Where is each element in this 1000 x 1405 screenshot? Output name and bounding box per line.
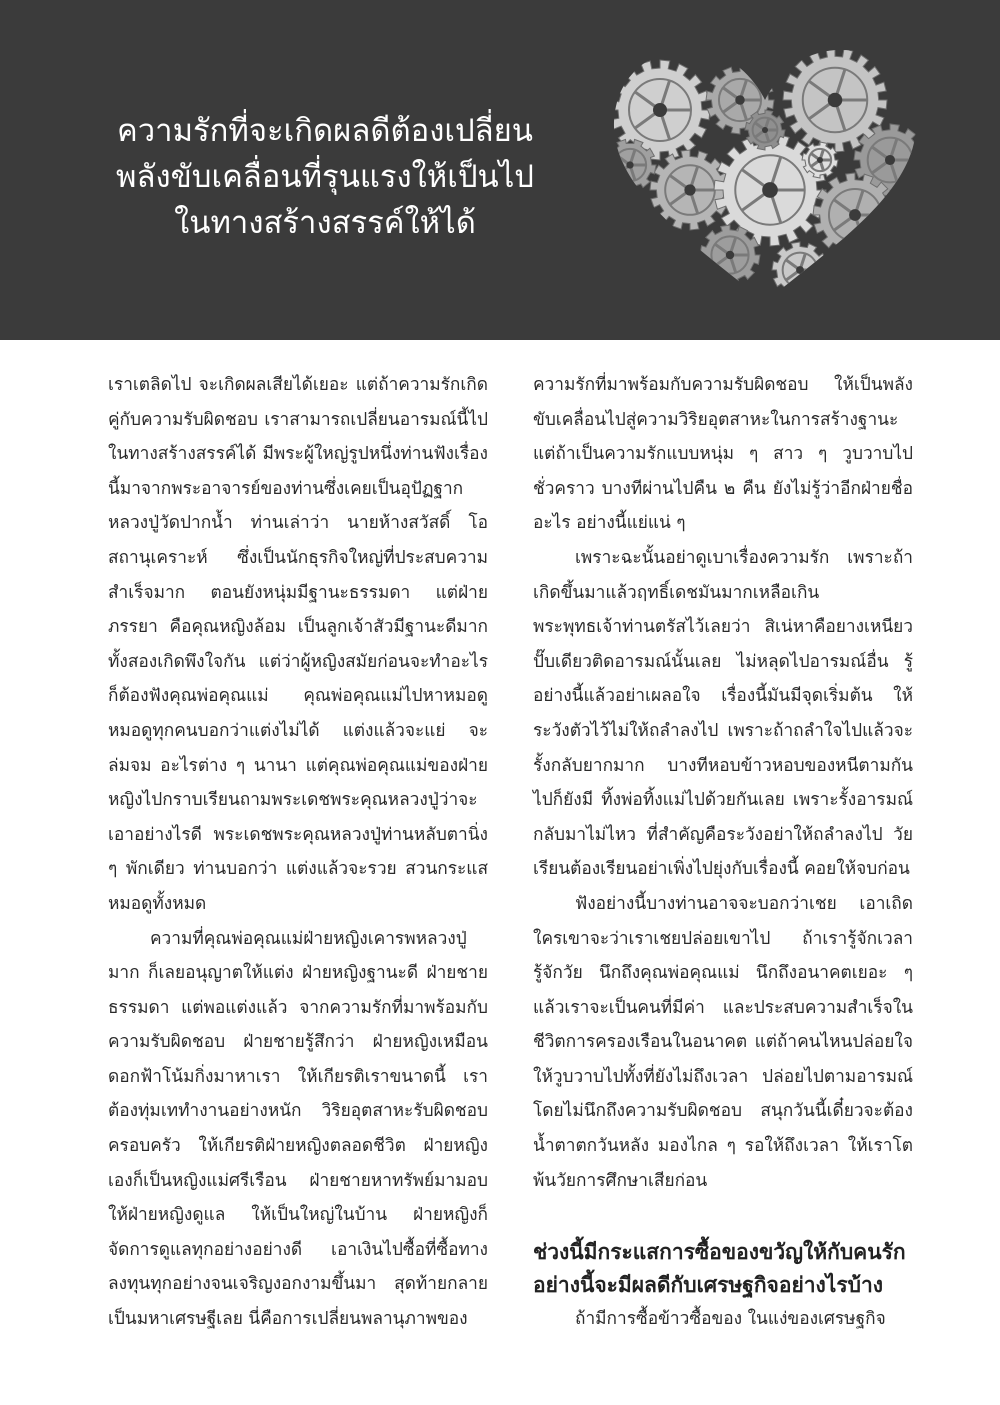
gear-icon	[772, 242, 828, 298]
page-title	[90, 108, 560, 246]
paragraph: ถ้ามีการซื้อข้าวซื้อของ ในแง่ของเศรษฐกิจ	[575, 1309, 886, 1330]
gear-icon	[745, 110, 785, 150]
gear-heart-illustration	[600, 40, 930, 310]
gear-icon	[813, 173, 897, 257]
paragraph: เราเตลิดไป จะเกิดผลเสียได้เยอะ แต่ถ้าความรักเกิดคู่กับความรับผิดชอบ เราสามารถเปลี่ยนอารมณ์นี้ไปในทางสร้างสรรค์ได้ มีพระผู้ใหญ่รูปหนึ่งท่านฟังเรื่องนี้มาจากพระอาจารย์ของท่านซึ่งเคยเป็นอุปัฏฐากหลวงปู่วัดปากน้ำ ท่านเล่าว่า นายห้างสวัสดิ์ โอสถานุเคราะห์ ซึ่งเป็นนักธุรกิจใหญ่ที่ประสบความสำเร็จมาก ตอนยังหนุ่มมีฐานะธรรมดา แต่ฝ่ายภรรยา คือคุณหญิงล้อม เป็นลูกเจ้าสัวมีฐานะดีมาก ทั้งสองเกิดพึงใจกัน แต่ว่าผู้หญิงสมัยก่อนจะทำอะไรก็ต้องฟังคุณพ่อคุณแม่ คุณพ่อคุณแม่ไปหาหมอดู หมอดูทุกคนบอกว่าแต่งไม่ได้ แต่งแล้วจะแย่ จะล่มจม อะไรต่าง ๆ นานา แต่คุณพ่อคุณแม่ของฝ่ายหญิงไปกราบเรียนถามพระเดชพระคุณหลวงปู่ว่าจะเอาอย่างไรดี พระเดชพระคุณหลวงปู่ท่านหลับตานิ่ง ๆ พักเดียว ท่านบอกว่า แต่งแล้วจะรวย สวนกระแสหมอดูทั้งหมด	[108, 375, 488, 914]
header-banner	[0, 0, 1000, 340]
heading-line-1: ช่วงนี้มีกระแสการซื้อของขวัญให้กับคนรัก	[533, 1240, 906, 1265]
heading-line-2: อย่างนี้จะมีผลดีกับเศรษฐกิจอย่างไรบ้าง	[533, 1273, 884, 1298]
section-heading	[533, 1236, 913, 1302]
title-line-3: ในทางสร้างสรรค์ให้ได้	[174, 205, 476, 241]
gear-icon	[700, 225, 760, 285]
title-line-2: พลังขับเคลื่อนที่รุนแรงให้เป็นไป	[116, 159, 534, 195]
paragraph: ความที่คุณพ่อคุณแม่ฝ่ายหญิงเคารพหลวงปู่มาก ก็เลยอนุญาตให้แต่ง ฝ่ายหญิงฐานะดี ฝ่ายชายธรรมดา แต่พอแต่งแล้ว จากความรักที่มาพร้อมกับความรับผิดชอบ ฝ่ายชายรู้สึกว่า ฝ่ายหญิงเหมือนดอกฟ้าโน้มกิ่งมาหาเรา ให้เกียรติเราขนาดนี้ เราต้องทุ่มเททำงานอย่างหนัก วิริยอุตสาหะรับผิดชอบครอบครัว ให้เกียรติฝ่ายหญิงตลอดชีวิต ฝ่ายหญิงเองก็เป็นหญิงแม่ศรีเรือน ฝ่ายชายหาทรัพย์มามอบให้ฝ่ายหญิงดูแล ให้เป็นใหญ่ในบ้าน ฝ่ายหญิงก็จัดการดูแลทุกอย่างอย่างดี เอาเงินไปซื้อที่ซื้อทางลงทุนทุกอย่างจนเจริญงอกงามขึ้นมา สุดท้ายกลายเป็นมหาเศรษฐีเลย นี่คือการเปลี่ยนพลานุภาพของ	[108, 928, 488, 1330]
title-line-1: ความรักที่จะเกิดผลดีต้องเปลี่ยน	[117, 113, 533, 149]
right-column	[533, 368, 913, 1337]
paragraph: ฟังอย่างนี้บางท่านอาจจะบอกว่าเชย เอาเถิดใครเขาจะว่าเราเชยปล่อยเขาไป ถ้าเรารู้จักเวลารู้จักวัย นึกถึงคุณพ่อคุณแม่ นึกถึงอนาคตเยอะ ๆ แล้วเราจะเป็นคนที่มีค่า และประสบความสำเร็จในชีวิตการครองเรือนในอนาคต แต่ถ้าคนไหนปล่อยใจให้วูบวาบไปทั้งที่ยังไม่ถึงเวลา ปล่อยไปตามอารมณ์โดยไม่นึกถึงความรับผิดชอบ สนุกวันนี้เดี๋ยวจะต้องน้ำตาตกวันหลัง มองไกล ๆ รอให้ถึงเวลา ให้เราโตพ้นวัยการศึกษาเสียก่อน	[533, 893, 913, 1191]
gear-icon	[802, 142, 838, 178]
paragraph: เพราะฉะนั้นอย่าดูเบาเรื่องความรัก เพราะถ้าเกิดขึ้นมาแล้วฤทธิ์เดชมันมากเหลือเกิน พระพุทธเจ้าท่านตรัสไว้เลยว่า สิเน่หาคือยางเหนียว ปั๊บเดียวติดอารมณ์นั้นเลย ไม่หลุดไปอารมณ์อื่น รู้อย่างนี้แล้วอย่าเผลอใจ เรื่องนี้มันมีจุดเริ่มต้น ให้ระวังตัวไว้ไม่ให้ถลำลงไป เพราะถ้าถลำใจไปแล้วจะรั้งกลับยากมาก บางทีหอบข้าวหอบของหนีตามกันไปก็ยังมี ทิ้งพ่อทิ้งแม่ไปด้วยกันเลย เพราะรั้งอารมณ์กลับมาไม่ไหว ที่สำคัญคือระวังอย่าให้ถลำลงไป วัยเรียนต้องเรียนอย่าเพิ่งไปยุ่งกับเรื่องนี้ คอยให้จบก่อน	[533, 547, 913, 880]
paragraph: ความรักที่มาพร้อมกับความรับผิดชอบ ให้เป็นพลังขับเคลื่อนไปสู่ความวิริยอุตสาหะในการสร้างฐานะ แต่ถ้าเป็นความรักแบบหนุ่ม ๆ สาว ๆ วูบวาบไปชั่วคราว บางทีผ่านไปคืน ๒ คืน ยังไม่รู้ว่าอีกฝ่ายชื่ออะไร อย่างนี้แย่แน่ ๆ	[533, 375, 913, 534]
left-column	[108, 368, 488, 1337]
